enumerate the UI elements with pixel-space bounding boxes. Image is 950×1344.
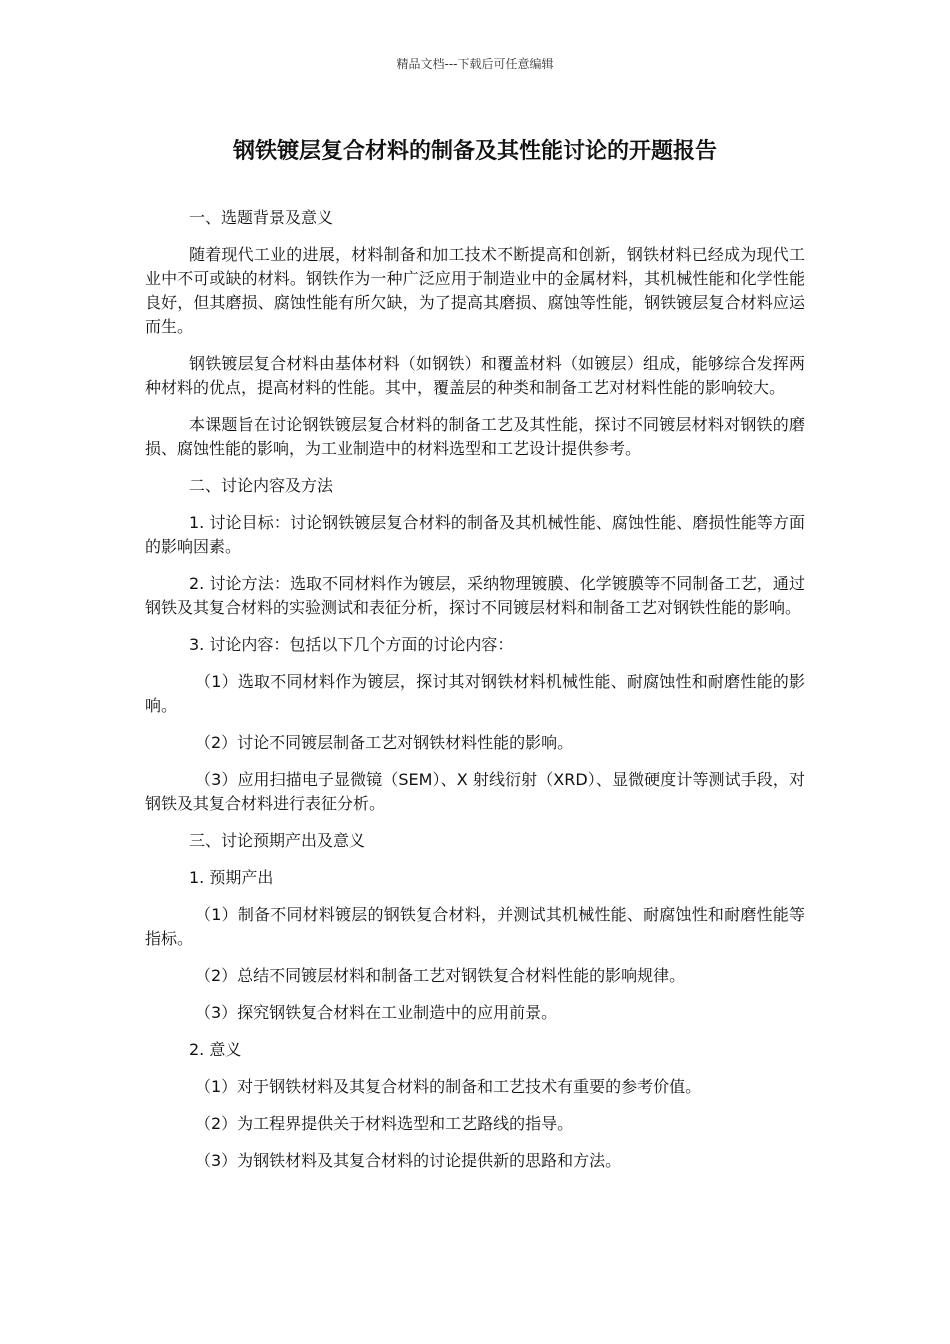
subheading-expected-outputs: 1. 预期产出 <box>189 868 274 887</box>
list-item-output-3: （3）探究钢铁复合材料在工业制造中的应用前景。 <box>195 1003 558 1022</box>
list-item-output-1: （1）制备不同材料镀层的钢铁复合材料，并测试其机械性能、耐腐蚀性和耐磨性能等指标。 <box>145 905 805 948</box>
paragraph-research-goal: 1. 讨论目标：讨论钢铁镀层复合材料的制备及其机械性能、腐蚀性能、磨损性能等方面的影响因素。 <box>145 513 805 556</box>
list-item-output-2: （2）总结不同镀层材料和制备工艺对钢铁复合材料性能的影响规律。 <box>195 966 686 985</box>
section-heading-outputs: 三、讨论预期产出及意义 <box>189 831 366 850</box>
list-item-significance-3: （3）为钢铁材料及其复合材料的讨论提供新的思路和方法。 <box>195 1151 622 1170</box>
document-title: 钢铁镀层复合材料的制备及其性能讨论的开题报告 <box>232 139 717 164</box>
list-item-content-3: （3）应用扫描电子显微镜（SEM）、X 射线衍射（XRD）、显微硬度计等测试手段，对钢铁及其复合材料进行表征分析。 <box>145 770 805 813</box>
list-item-content-2: （2）讨论不同镀层制备工艺对钢铁材料性能的影响。 <box>195 733 574 752</box>
document-body <box>145 206 805 1186</box>
paragraph-background-3: 本课题旨在讨论钢铁镀层复合材料的制备工艺及其性能，探讨不同镀层材料对钢铁的磨损、腐蚀性能的影响，为工业制造中的材料选型和工艺设计提供参考。 <box>145 415 805 458</box>
subheading-significance: 2. 意义 <box>189 1040 242 1059</box>
paragraph-research-content: 3. 讨论内容：包括以下几个方面的讨论内容： <box>189 635 514 654</box>
page-header-note: 精品文档---下载后可任意编辑 <box>396 57 554 71</box>
section-heading-background: 一、选题背景及意义 <box>189 208 334 227</box>
paragraph-background-1: 随着现代工业的进展，材料制备和加工技术不断提高和创新，钢铁材料已经成为现代工业中不可或缺的材料。钢铁作为一种广泛应用于制造业中的金属材料，其机械性能和化学性能良好，但其磨损、腐蚀性能有所欠缺，为了提高其磨损、腐蚀等性能，钢铁镀层复合材料应运而生。 <box>145 245 805 336</box>
list-item-content-1: （1）选取不同材料作为镀层，探讨其对钢铁材料机械性能、耐腐蚀性和耐磨性能的影响。 <box>145 672 805 715</box>
section-heading-content-methods: 二、讨论内容及方法 <box>189 476 334 495</box>
paragraph-background-2: 钢铁镀层复合材料由基体材料（如钢铁）和覆盖材料（如镀层）组成，能够综合发挥两种材料的优点，提高材料的性能。其中，覆盖层的种类和制备工艺对材料性能的影响较大。 <box>145 354 805 397</box>
paragraph-research-method: 2. 讨论方法：选取不同材料作为镀层，采纳物理镀膜、化学镀膜等不同制备工艺，通过钢铁及其复合材料的实验测试和表征分析，探讨不同镀层材料和制备工艺对钢铁性能的影响。 <box>145 574 805 617</box>
list-item-significance-1: （1）对于钢铁材料及其复合材料的制备和工艺技术有重要的参考价值。 <box>195 1077 702 1096</box>
list-item-significance-2: （2）为工程界提供关于材料选型和工艺路线的指导。 <box>195 1114 574 1133</box>
